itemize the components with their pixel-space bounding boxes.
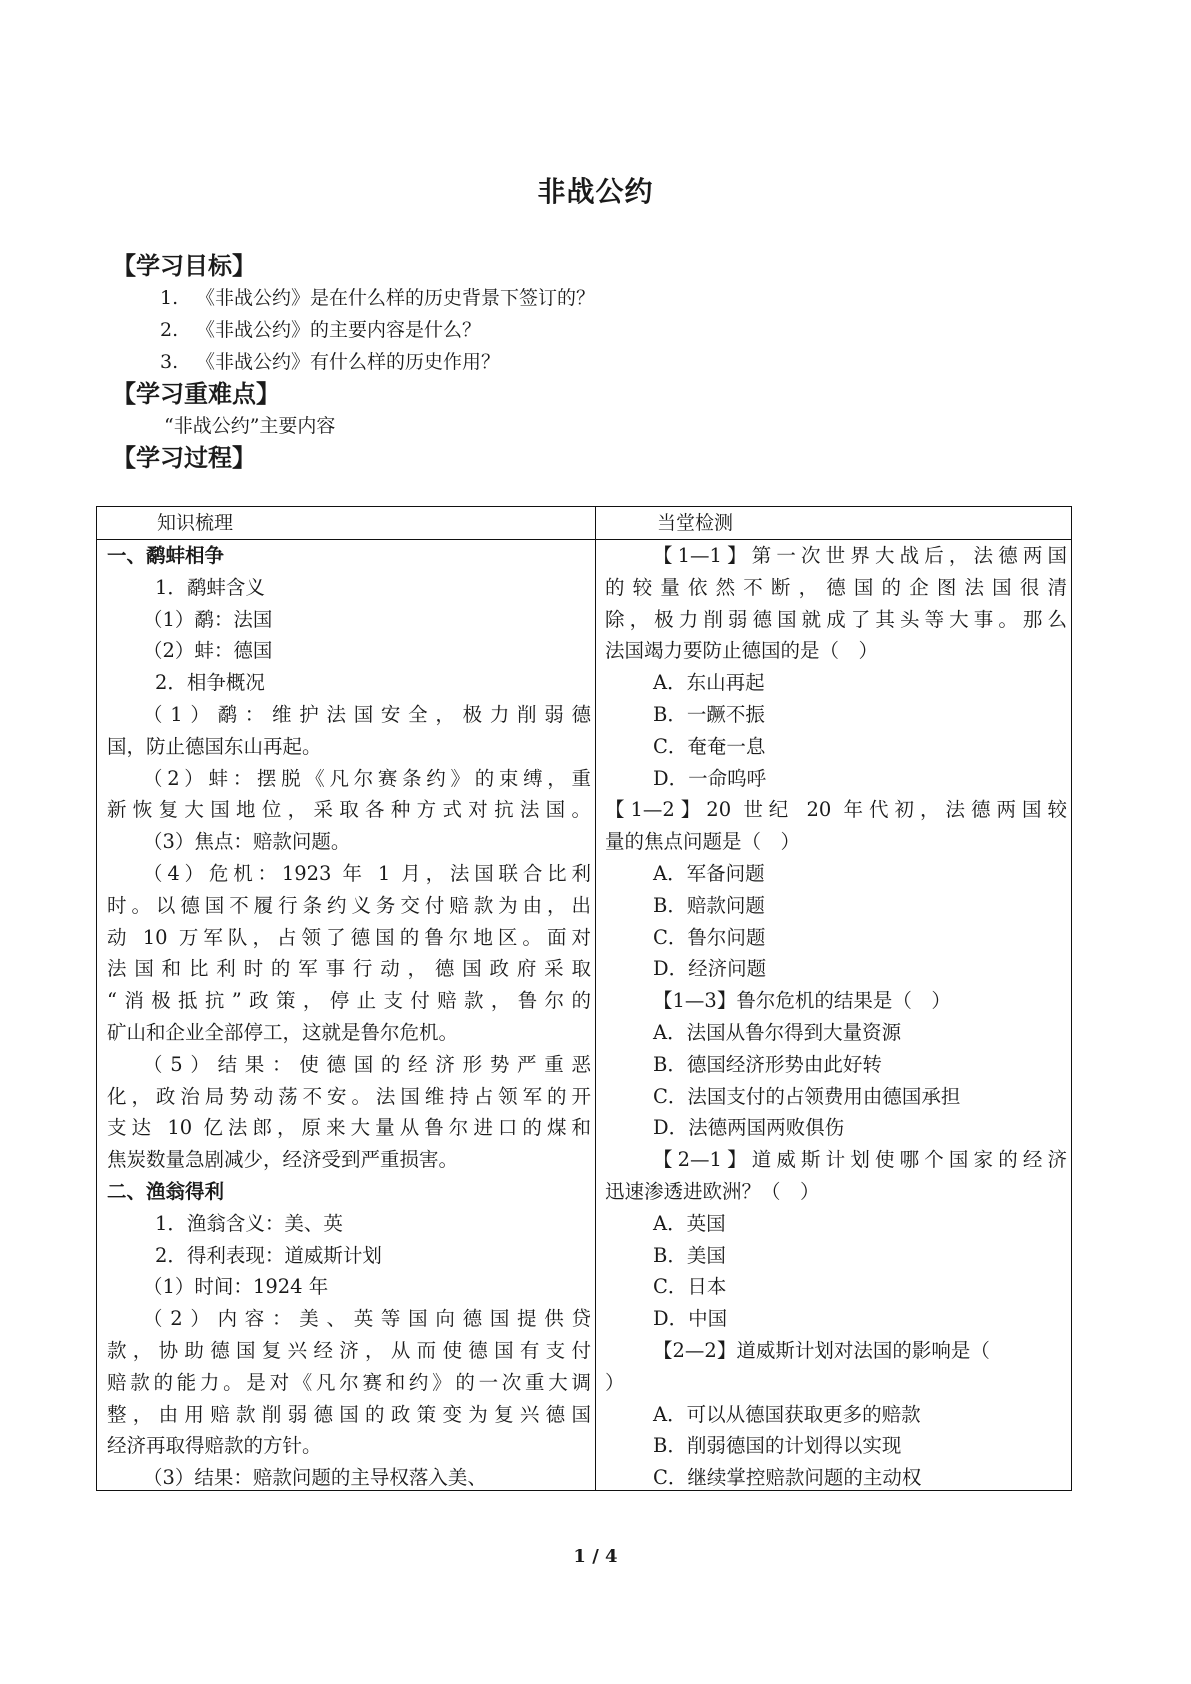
test-line: 的较量依然不断，德国的企图法国很清: [605, 575, 1067, 599]
test-line: 【1—3】鲁尔危机的结果是（ ）: [653, 989, 951, 1013]
process-heading: 【学习过程】: [112, 444, 256, 472]
objective-item: [116, 346, 1016, 378]
knowledge-line: （2）蚌：摆脱《凡尔赛条约》的束缚，重: [143, 766, 591, 790]
test-line: B．一蹶不振: [653, 702, 765, 726]
objective-text: 《非战公约》的主要内容是什么？: [196, 319, 482, 341]
objective-text: 《非战公约》是在什么样的历史背景下签订的？: [196, 287, 596, 309]
table-header-row: [97, 507, 1071, 540]
knowledge-line: （3）焦点：赔款问题。: [143, 830, 351, 854]
test-line: A．可以从德国获取更多的赔款: [653, 1402, 921, 1426]
focus-heading: 【学习重难点】: [112, 380, 280, 408]
test-line: C．日本: [653, 1275, 727, 1299]
test-line: 量的焦点问题是（ ）: [605, 830, 801, 854]
knowledge-line: （4）危机：1923 年 1 月，法国联合比利: [143, 861, 591, 885]
knowledge-line: （2）蚌：德国: [143, 639, 273, 663]
knowledge-line: （5）结果：使德国的经济形势严重恶: [143, 1052, 591, 1076]
test-line: A．东山再起: [653, 671, 765, 695]
knowledge-line: 二、渔翁得利: [107, 1179, 225, 1203]
knowledge-line: 经济再取得赔款的方针。: [107, 1434, 322, 1458]
knowledge-line: 支达 10 亿法郎，原来大量从鲁尔进口的煤和: [107, 1116, 591, 1140]
test-line: D．经济问题: [653, 957, 767, 981]
objectives-section: [112, 250, 1016, 474]
objective-number: 2.: [160, 319, 179, 341]
test-line: 【1—1】第一次世界大战后，法德两国: [653, 544, 1067, 567]
column-divider: [595, 507, 596, 1490]
test-line: B．削弱德国的计划得以实现: [653, 1434, 902, 1458]
test-line: 迅速渗透进欧洲？（ ）: [605, 1179, 820, 1203]
knowledge-line: 款，协助德国复兴经济，从而使德国有支付: [107, 1338, 591, 1362]
header-knowledge-review: 知识梳理: [157, 512, 234, 534]
objective-number: 3.: [160, 351, 179, 373]
test-line: B．美国: [653, 1243, 726, 1267]
knowledge-line: “消极抵抗”政策，停止支付赔款，鲁尔的: [107, 989, 591, 1013]
knowledge-line: 赔款的能力。是对《凡尔赛和约》的一次重大调: [107, 1370, 591, 1394]
objective-item: [116, 282, 1016, 314]
knowledge-line: 法国和比利时的军事行动，德国政府采取: [107, 957, 591, 981]
knowledge-line: 新恢复大国地位，采取各种方式对抗法国。: [107, 798, 591, 822]
test-line: 除，极力削弱德国就成了其头等大事。那么: [605, 607, 1067, 631]
test-line: C．继续掌控赔款问题的主动权: [653, 1466, 922, 1490]
objectives-heading: 【学习目标】: [112, 252, 256, 280]
header-in-class-test: 当堂检测: [657, 512, 734, 534]
knowledge-line: （1）时间：1924 年: [143, 1275, 329, 1299]
test-line: 【2—1】道威斯计划使哪个国家的经济: [653, 1148, 1067, 1172]
knowledge-line: 整，由用赔款削弱德国的政策变为复兴德国: [107, 1402, 591, 1426]
focus-text: “非战公约”主要内容: [164, 415, 336, 437]
knowledge-line: 化，政治局势动荡不安。法国维持占领军的开: [107, 1084, 591, 1108]
test-line: B．赔款问题: [653, 893, 765, 917]
knowledge-review-column: [107, 540, 591, 1494]
knowledge-line: 1．鹬蚌含义: [155, 575, 265, 599]
test-line: 【1—2】20 世纪 20 年代初，法德两国较: [605, 798, 1067, 822]
objective-text: 《非战公约》有什么样的历史作用？: [196, 351, 501, 373]
knowledge-line: 动 10 万军队，占领了德国的鲁尔地区。面对: [107, 925, 591, 949]
test-line: C．法国支付的占领费用由德国承担: [653, 1084, 961, 1108]
test-line: D．法德两国两败俱伤: [653, 1116, 845, 1140]
test-line: A．法国从鲁尔得到大量资源: [653, 1020, 902, 1044]
test-line: A．军备问题: [653, 861, 765, 885]
in-class-test-column: [605, 540, 1067, 1494]
page-title: 非战公约: [537, 175, 654, 208]
test-line: 【2—2】道威斯计划对法国的影响是（: [653, 1338, 990, 1362]
knowledge-line: 时。以德国不履行条约义务交付赔款为由，出: [107, 893, 591, 917]
knowledge-line: 2．相争概况: [155, 671, 265, 695]
test-line: D．一命呜呼: [653, 766, 767, 790]
test-line: A．英国: [653, 1211, 726, 1235]
test-line: D．中国: [653, 1307, 728, 1331]
test-line: B．德国经济形势由此好转: [653, 1052, 882, 1076]
test-line: ）: [605, 1370, 625, 1394]
study-process-table: [96, 506, 1072, 1491]
knowledge-line: 焦炭数量急剧减少，经济受到严重损害。: [107, 1148, 459, 1172]
knowledge-line: （3）结果：赔款问题的主导权落入美、: [143, 1466, 487, 1490]
page-number: 1 / 4: [573, 1546, 618, 1567]
objective-number: 1.: [160, 287, 179, 309]
objective-item: [116, 314, 1016, 346]
test-line: C．鲁尔问题: [653, 925, 766, 949]
knowledge-line: 矿山和企业全部停工，这就是鲁尔危机。: [107, 1020, 459, 1044]
knowledge-line: （1）鹬：维护法国安全，极力削弱德: [143, 702, 591, 726]
knowledge-line: 一、鹬蚌相争: [107, 544, 225, 567]
test-line: C．奄奄一息: [653, 734, 766, 758]
knowledge-line: 1．渔翁含义：美、英: [155, 1211, 343, 1235]
knowledge-line: 2．得利表现：道威斯计划: [155, 1243, 382, 1267]
knowledge-line: 国，防止德国东山再起。: [107, 734, 322, 758]
knowledge-line: （1）鹬：法国: [143, 607, 273, 631]
test-line: 法国竭力要防止德国的是（ ）: [605, 639, 879, 663]
knowledge-line: （2）内容：美、英等国向德国提供贷: [143, 1307, 591, 1331]
